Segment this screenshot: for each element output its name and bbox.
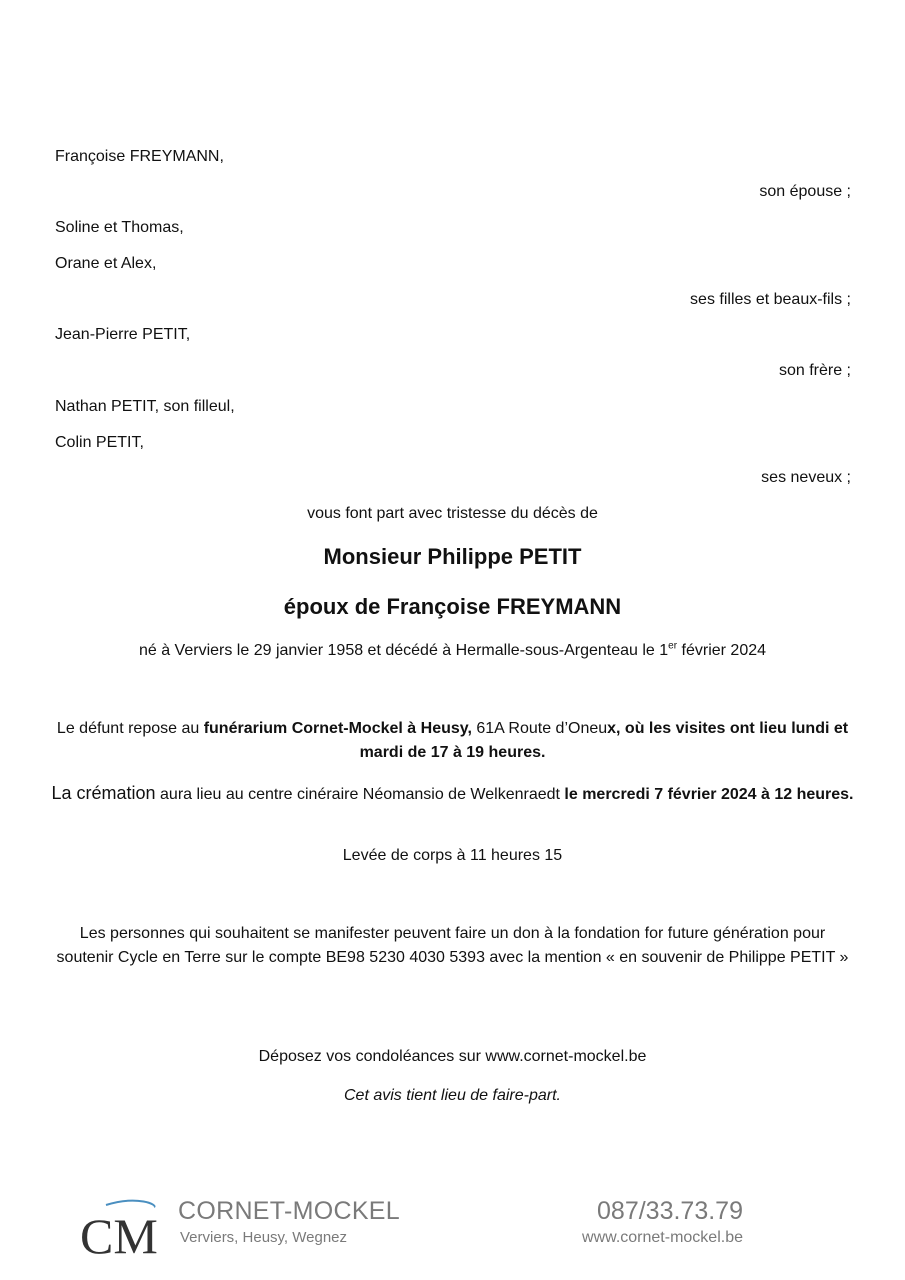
spouse-role: son épouse ;	[759, 183, 851, 200]
logo-lettering: CM	[80, 1208, 158, 1263]
brand-towns: Verviers, Heusy, Wegnez	[180, 1229, 348, 1246]
deceased-name: Monsieur Philippe PETIT	[323, 544, 582, 569]
cremation-paragraph	[50, 781, 855, 807]
website-link[interactable]: www.cornet-mockel.be	[582, 1229, 743, 1246]
daughters-role: ses filles et beaux-fils ;	[690, 291, 851, 308]
dates-text-start: né à Verviers le 29 janvier 1958 et décédé à Hermalle-sous-Argenteau le 1	[138, 642, 669, 659]
footer	[0, 1195, 905, 1265]
daughter-line-2: Orane et Alex,	[55, 255, 157, 272]
announcement-intro: vous font part avec tristesse du décès de	[307, 505, 598, 522]
repose-paragraph	[50, 717, 855, 765]
birth-death-dates	[0, 642, 905, 660]
cremation-text-1: La crémation	[51, 783, 156, 803]
donation-paragraph: Les personnes qui souhaitent se manifester peuvent faire un don à la fondation for future génération pour soutenir Cycle en Terre sur le compte BE98 5230 4030 5393 avec la mention « en souvenir de Philippe PETIT »	[56, 925, 849, 966]
repose-funerarium: funérarium Cornet-Mockel à Heusy,	[203, 720, 472, 737]
repose-address: 61A Route d’Oneu	[471, 720, 608, 737]
nephew-line-1: Nathan PETIT, son filleul,	[55, 398, 235, 415]
daughter-line-1: Soline et Thomas,	[55, 219, 184, 236]
deceased-spouse-line: époux de Françoise FREYMANN	[283, 594, 622, 619]
nephew-line-2: Colin PETIT,	[55, 434, 144, 451]
phone-number: 087/33.73.79	[597, 1197, 743, 1225]
levee-de-corps: Levée de corps à 11 heures 15	[342, 847, 563, 864]
brother-role: son frère ;	[778, 362, 851, 379]
repose-text-1: Le défunt repose au	[56, 720, 204, 737]
notice-line: Cet avis tient lieu de faire-part.	[344, 1087, 561, 1104]
brother-name: Jean-Pierre PETIT,	[55, 326, 191, 343]
brand-name: CORNET-MOCKEL	[178, 1197, 400, 1225]
repose-visits: x, où les visites ont lieu lundi et mardi de 17 à 19 heures.	[359, 720, 849, 761]
dates-superscript: er	[668, 640, 678, 652]
condolences-line: Déposez vos condoléances sur www.cornet-mockel.be	[258, 1048, 647, 1065]
nephews-role: ses neveux ;	[761, 469, 851, 486]
cornet-mockel-logo	[78, 1197, 158, 1263]
cremation-place: aura lieu au centre cinéraire Néomansio de Welkenraedt	[155, 786, 565, 803]
cremation-date: le mercredi 7 février 2024 à 12 heures.	[564, 786, 854, 803]
spouse-name: Françoise FREYMANN,	[55, 148, 224, 165]
dates-text-end: février 2024	[677, 642, 767, 659]
